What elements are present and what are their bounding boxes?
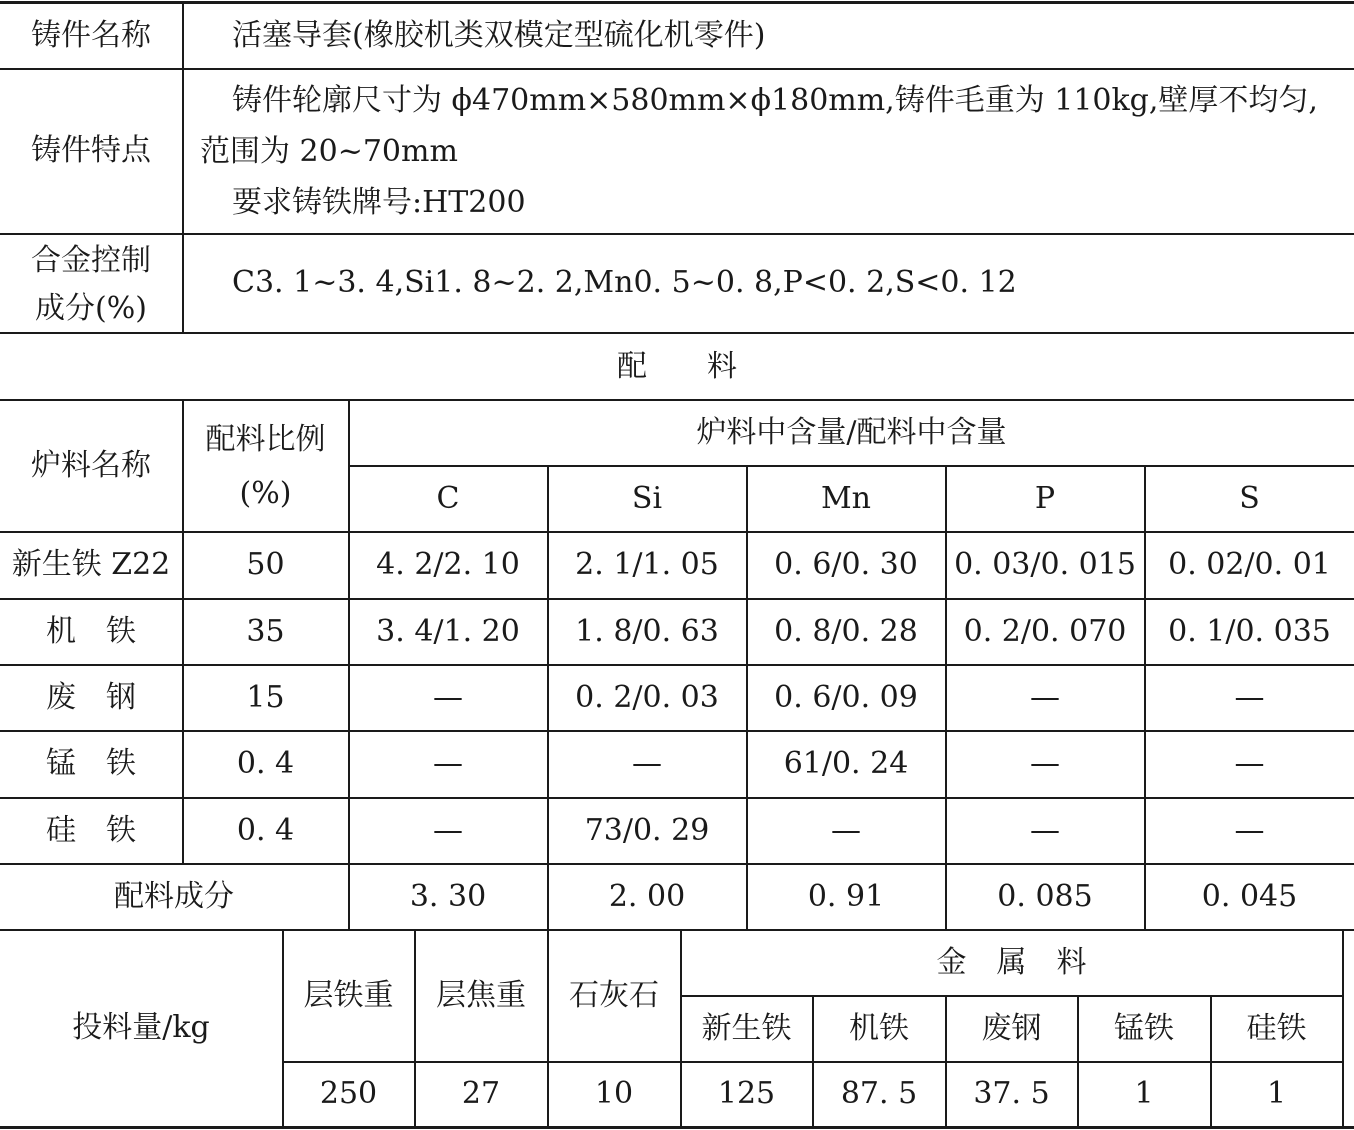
alloy-composition-value: C3. 1~3. 4,Si1. 8~2. 2,Mn0. 5~0. 8,P<0. 2,S<0. 12 [232,265,1017,300]
metal-value: 1 [1266,1076,1287,1111]
alloy-label-line-2: 成分(%) [35,291,147,326]
col-header-ratio-line-1: 配料比例 [205,422,326,457]
casting-feature-line-1: 铸件轮廓尺寸为 ϕ470mm×580mm×ϕ180mm,铸件毛重为 110kg,壁厚不均匀, [232,83,1318,118]
rule-bottom [0,1126,1354,1129]
casting-feature-line-2: 范围为 20~70mm [200,134,458,169]
row-charge-name: 机 铁 [46,613,136,649]
iron-layer-header: 层铁重 [303,977,394,1013]
row-value: — [1030,812,1060,848]
metal-value: 1 [1134,1076,1154,1111]
row-charge-name: 硅 铁 [46,812,136,848]
total-label: 配料成分 [114,878,234,914]
row-value: — [1030,679,1060,715]
row-ratio: 0. 4 [236,812,295,848]
col-header-content: 炉料中含量/配料中含量 [696,414,1007,450]
row-value: 61/0. 24 [783,746,909,781]
row-value: 0. 2/0. 070 [963,613,1127,649]
coke-layer-header: 层焦重 [436,977,526,1013]
col-header-charge-name: 炉料名称 [31,447,151,483]
row-value: 0. 03/0. 015 [954,547,1136,582]
metal-col-header: 锰铁 [1114,1010,1174,1046]
total-value: 0. 045 [1201,878,1298,914]
row-value: 0. 6/0. 30 [774,547,918,582]
col-header-element: Mn [820,480,872,516]
row-value: 73/0. 29 [584,812,710,848]
row-charge-name: 新生铁 Z22 [11,547,171,582]
row-value: — [1234,746,1265,781]
row-value: 4. 2/2. 10 [376,547,520,582]
row-value: — [831,812,861,848]
row-value: 0. 8/0. 28 [774,613,918,649]
charge-label: 投料量/kg [72,1010,210,1045]
metal-charge-header: 金 属 料 [936,944,1087,980]
row-charge-name: 废 钢 [46,679,136,715]
row-value: — [1234,679,1265,715]
coke-layer-value: 27 [461,1076,501,1111]
section-title: 配 料 [617,348,737,384]
iron-layer-value: 250 [319,1076,378,1111]
row-charge-name: 锰 铁 [46,746,136,781]
col-header-element: C [436,480,460,516]
row-ratio: 35 [246,613,285,649]
row-value: — [1234,812,1265,848]
metal-col-header: 机铁 [849,1010,909,1046]
metal-col-header: 硅铁 [1246,1010,1307,1046]
alloy-label-line-1: 合金控制 [31,243,151,278]
metal-col-header: 新生铁 [701,1010,792,1046]
casting-name-value: 活塞导套(橡胶机类双模定型硫化机零件) [232,18,766,53]
row-value: — [1030,746,1060,781]
row-value: 0. 02/0. 01 [1168,547,1331,582]
row-value: — [433,679,463,715]
limestone-header: 石灰石 [569,977,659,1013]
row-value: 2. 1/1. 05 [575,547,719,582]
metal-value: 125 [717,1076,776,1111]
col-header-ratio-line-2: (%) [239,476,292,511]
metal-value: 87. 5 [840,1076,918,1111]
row-value: 0. 1/0. 035 [1168,613,1331,649]
col-header-element: S [1239,480,1260,516]
row-value: 0. 6/0. 09 [774,679,918,715]
total-value: 0. 085 [997,878,1093,914]
row-value: 1. 8/0. 63 [575,613,719,649]
casting-feature-label: 铸件特点 [31,133,151,168]
col-header-element: P [1034,480,1056,516]
rule [0,68,1354,70]
rule [1342,929,1344,1127]
row-ratio: 50 [246,547,285,582]
row-value: 0. 2/0. 03 [575,679,719,715]
row-ratio: 15 [246,679,285,715]
col-header-element: Si [631,480,663,516]
row-ratio: 0. 4 [236,746,295,781]
row-value: — [433,812,463,848]
total-value: 2. 00 [608,878,686,914]
total-value: 0. 91 [807,878,885,914]
rule [182,2,184,333]
casting-name-label: 铸件名称 [31,18,151,53]
row-value: — [632,746,662,781]
metal-col-header: 废钢 [981,1010,1042,1046]
total-value: 3. 30 [409,878,487,914]
row-value: — [433,746,463,781]
casting-feature-line-3: 要求铸铁牌号:HT200 [232,185,526,220]
limestone-value: 10 [594,1076,634,1111]
metal-value: 37. 5 [973,1076,1050,1111]
row-value: 3. 4/1. 20 [376,613,520,649]
